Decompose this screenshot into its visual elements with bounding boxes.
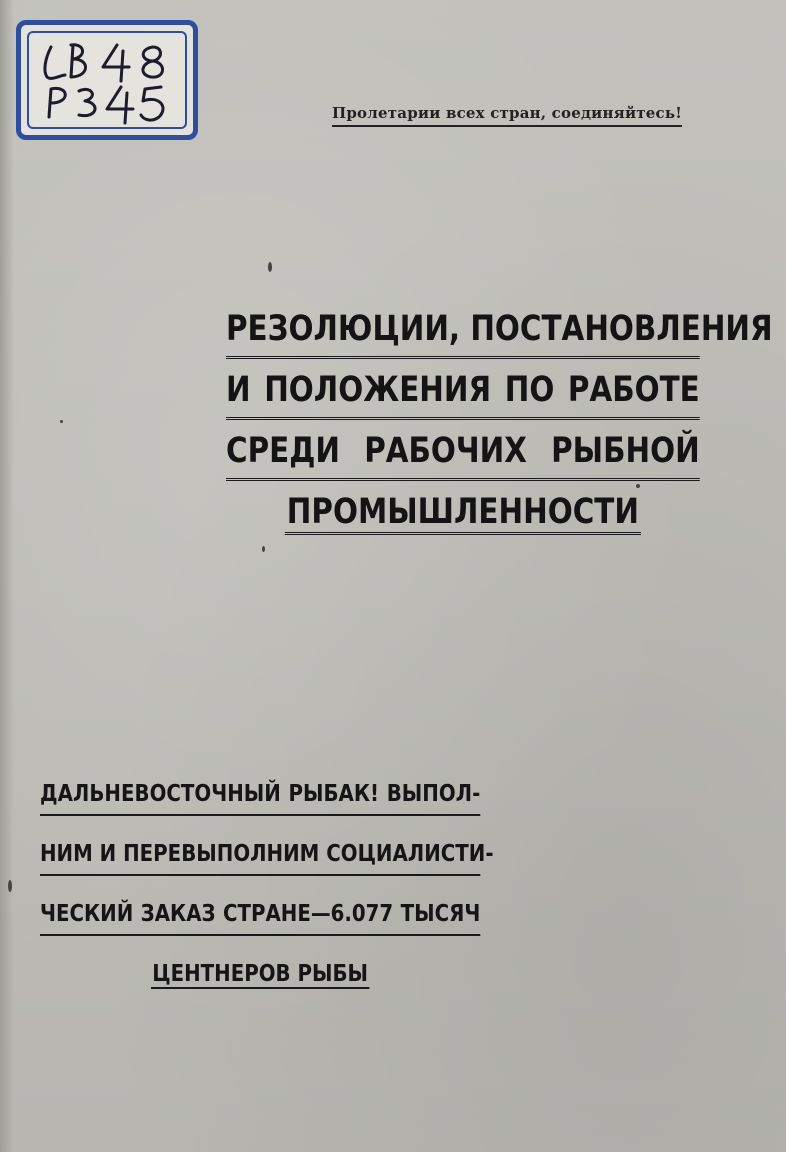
stamp-handwriting [21, 25, 193, 135]
paper-speck [60, 420, 63, 423]
paper-speck [262, 546, 265, 552]
slogan-line-3: ЧЕСКИЙ ЗАКАЗ СТРАНЕ—6.077 ТЫСЯЧ [40, 894, 480, 936]
title-line-1: РЕЗОЛЮЦИИ, ПОСТАНОВЛЕНИЯ [226, 302, 700, 359]
library-stamp [16, 20, 198, 140]
slogan-line-4: ЦЕНТНЕРОВ РЫБЫ [152, 961, 369, 987]
title-line-3: СРЕДИ РАБОЧИХ РЫБНОЙ [226, 424, 700, 481]
paper-speck [636, 484, 640, 488]
title-line-4-wrap [226, 485, 700, 539]
slogan-line-4-wrap [40, 954, 480, 994]
motto: Пролетарии всех стран, соединяйтесь! [332, 104, 682, 127]
document-title [226, 302, 773, 543]
slogan [40, 774, 494, 1012]
cover-spine-edge [0, 0, 14, 1152]
slogan-line-1: ДАЛЬНЕВОСТОЧНЫЙ РЫБАК! ВЫПОЛ- [40, 774, 480, 816]
paper-speck [268, 262, 272, 272]
slogan-line-2: НИМ И ПЕРЕВЫПОЛНИМ СОЦИАЛИСТИ- [40, 834, 480, 876]
title-line-2: И ПОЛОЖЕНИЯ ПО РАБОТЕ [226, 363, 700, 420]
title-line-4: ПРОМЫШЛЕННОСТИ [285, 492, 640, 535]
paper-speck [8, 880, 12, 892]
